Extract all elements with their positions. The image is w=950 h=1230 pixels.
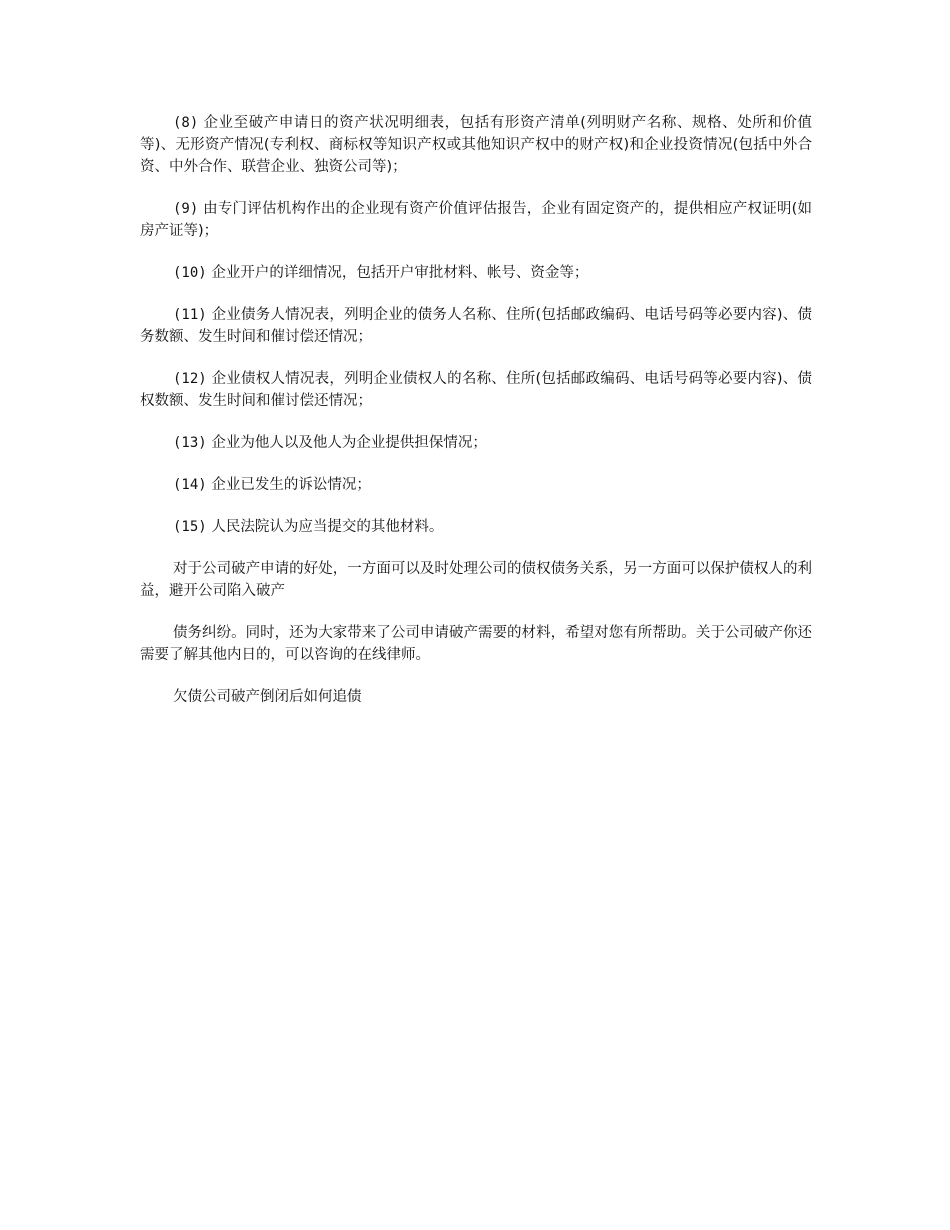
item-number: (12) <box>173 371 207 387</box>
summary-paragraph: 对于公司破产申请的好处，一方面可以及时处理公司的债权债务关系，另一方面可以保护债权人的利益，避开公司陷入破产 <box>140 561 812 599</box>
item-text: 由专门评估机构作出的企业现有资产价值评估报告，企业有固定资产的，提供相应产权证明(如房产证等)； <box>140 201 813 239</box>
item-text: 企业已发生的诉讼情况； <box>211 477 371 493</box>
item-number: (9) <box>173 201 199 217</box>
item-number: (8) <box>173 115 199 131</box>
list-item <box>140 198 812 242</box>
item-number: (15) <box>173 519 207 535</box>
list-item <box>140 262 812 284</box>
list-item <box>140 368 812 412</box>
document-page <box>140 112 812 728</box>
item-text: 企业债权人情况表，列明企业债权人的名称、住所(包括邮政编码、电话号码等必要内容)、债权数额、发生时间和催讨偿还情况； <box>140 371 813 409</box>
list-item <box>140 432 812 454</box>
list-item <box>140 474 812 496</box>
item-text: 企业开户的详细情况，包括开户审批材料、帐号、资金等； <box>211 265 589 281</box>
item-text: 人民法院认为应当提交的其他材料。 <box>211 519 444 535</box>
list-item <box>140 112 812 178</box>
list-item <box>140 304 812 348</box>
summary-paragraph-continued: 债务纠纷。同时，还为大家带来了公司申请破产需要的材料，希望对您有所帮助。关于公司破产你还需要了解其他内日的，可以咨询的在线律师。 <box>140 625 812 663</box>
item-number: (10) <box>173 265 207 281</box>
item-number: (11) <box>173 307 207 323</box>
related-article-title: 欠债公司破产倒闭后如何追债 <box>173 689 362 705</box>
item-number: (14) <box>173 477 207 493</box>
item-number: (13) <box>173 435 207 451</box>
item-text: 企业至破产申请日的资产状况明细表，包括有形资产清单(列明财产名称、规格、处所和价值等)、无形资产情况(专利权、商标权等知识产权或其他知识产权中的财产权)和企业投资情况(包括中外合资、中外合作、联营企业、独资公司等)； <box>140 115 813 175</box>
list-item <box>140 516 812 538</box>
item-text: 企业为他人以及他人为企业提供担保情况； <box>211 435 487 451</box>
item-text: 企业债务人情况表，列明企业的债务人名称、住所(包括邮政编码、电话号码等必要内容)、债务数额、发生时间和催讨偿还情况； <box>140 307 813 345</box>
